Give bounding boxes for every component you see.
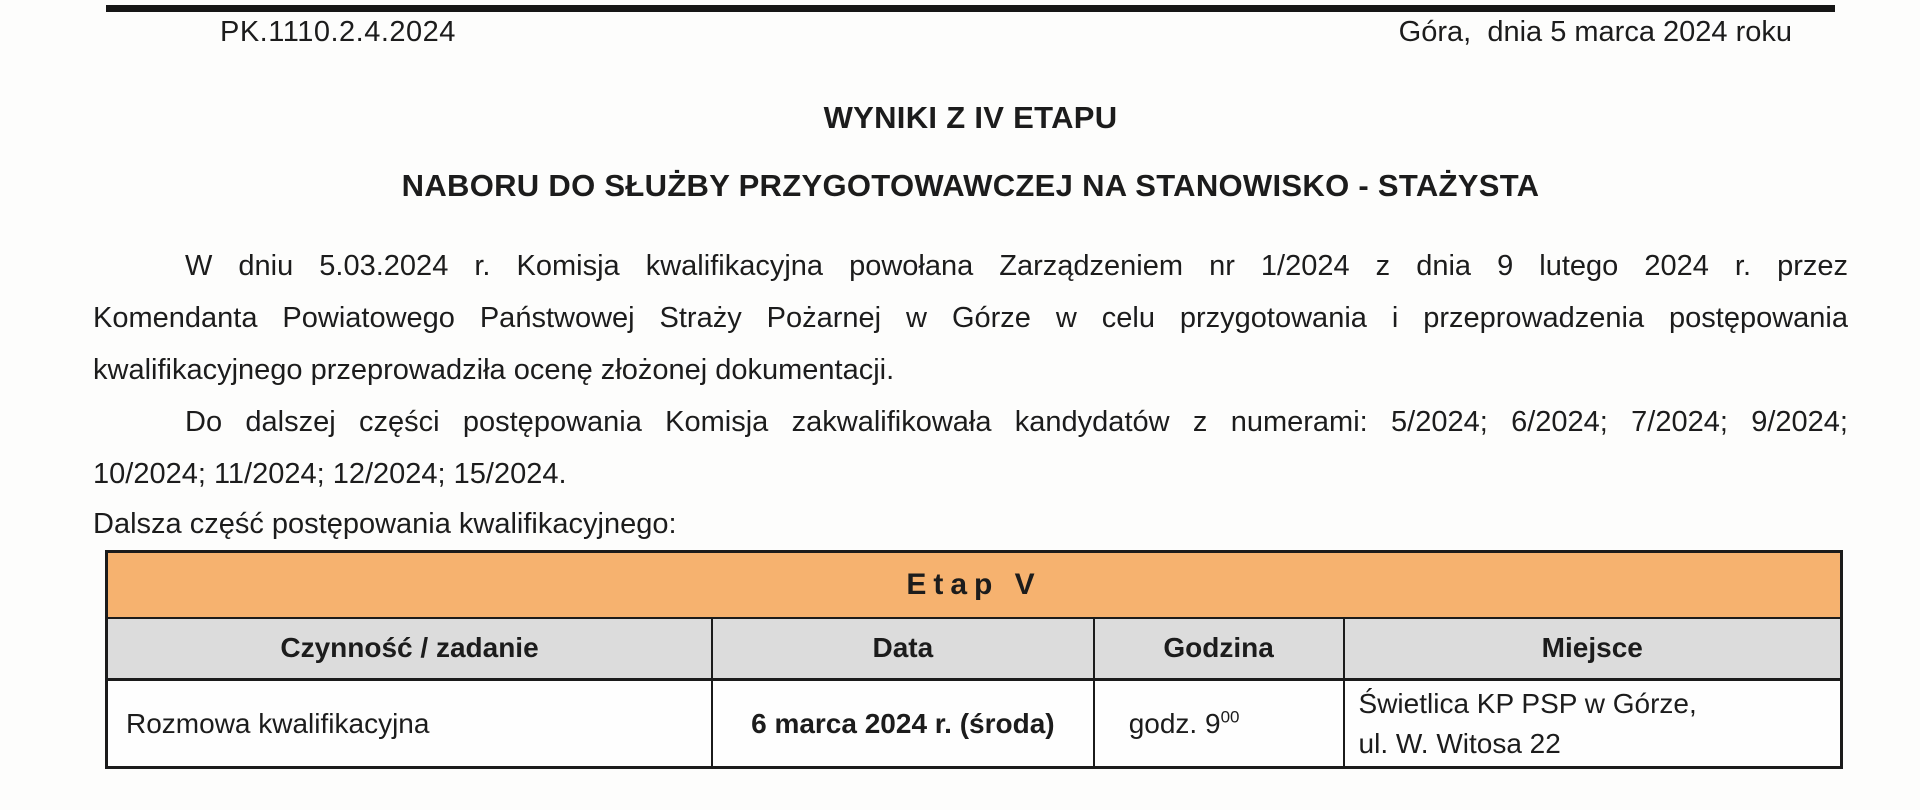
top-rule [106,5,1835,12]
document-title-line1: WYNIKI Z IV ETAPU [823,100,1118,135]
table-stage-row [107,552,1842,618]
paragraph-commission [93,240,1848,396]
place-and-date: Góra, dnia 5 marca 2024 roku [1398,16,1792,48]
cell-activity: Rozmowa kwalifikacyjna [107,680,713,768]
column-header-date: Data [712,618,1094,680]
time-text: godz. 9 [1128,707,1221,739]
cell-date: 6 marca 2024 r. (środa) [712,680,1094,768]
place-line: ul. W. Witosa 22 [1358,727,1561,759]
time-superscript: 00 [1220,707,1240,727]
table-intro-text: Dalsza część postępowania kwalifikacyjnego: [93,508,677,540]
cell-place [1344,680,1842,768]
place-line: Świetlica KP PSP w Górze, [1358,687,1697,719]
paragraph-line: 10/2024; 11/2024; 12/2024; 15/2024. [93,458,567,490]
column-header-time: Godzina [1094,618,1344,680]
column-header-place: Miejsce [1344,618,1842,680]
document-title-line2: NABORU DO SŁUŻBY PRZYGOTOWAWCZEJ NA STANOWISKO - STAŻYSTA [401,168,1540,203]
paragraph-qualified-candidates [93,396,1848,500]
column-header-activity: Czynność / zadanie [107,618,713,680]
paragraph-line: Komendanta Powiatowego Państwowej Straży Pożarnej w Górze w celu przygotowania i przeprowadzenia postępowania [93,302,1848,334]
paragraph-line: Do dalszej części postępowania Komisja zakwalifikowała kandydatów z numerami: 5/2024; 6/2024; 7/2024; 9/2024; [185,406,1848,438]
paragraph-line: kwalifikacyjnego przeprowadziła ocenę złożonej dokumentacji. [93,354,895,386]
table-header-row [107,618,1842,680]
stage-header-cell: Etap V [107,552,1842,618]
reference-number: PK.1110.2.4.2024 [220,16,456,48]
table-row [107,680,1842,768]
stage-v-table [105,550,1843,769]
paragraph-line: W dniu 5.03.2024 r. Komisja kwalifikacyjna powołana Zarządzeniem nr 1/2024 z dnia 9 lutego 2024 r. przez [185,250,1848,282]
cell-time [1094,680,1344,768]
